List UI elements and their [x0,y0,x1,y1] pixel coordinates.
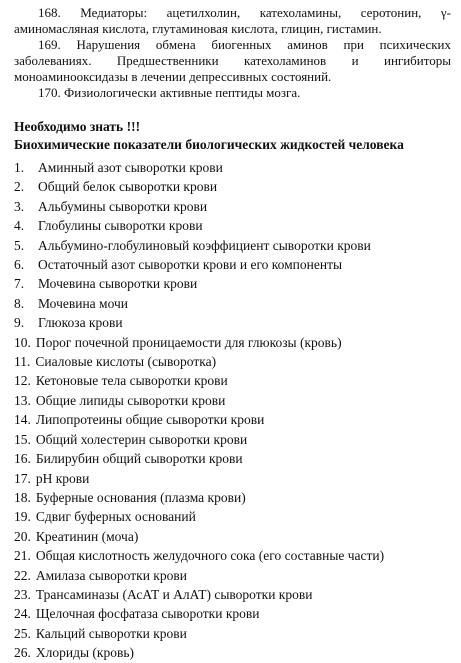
list-item-number: 11. [14,354,31,370]
list-item-number: 25. [14,625,31,641]
list-item-text: Липопротеины общие сыворотки крови [35,412,265,428]
list-item-text: Мочевина сыворотки крови [38,276,198,292]
list-item-number: 15. [14,431,31,447]
list-item-text: Общая кислотность желудочного сока (его составные части) [35,548,385,564]
list-item-number: 22. [14,567,31,583]
list-item [14,158,451,177]
list-item-number: 17. [14,470,31,486]
list-item-number: 13. [14,392,31,408]
list-item-number: 12. [14,373,31,389]
list-item-text: Билирубин общий сыворотки крови [35,451,243,467]
list-item-text: Креатинин (моча) [35,528,139,544]
list-item [14,313,451,332]
list-item [14,274,451,293]
list-item [14,546,451,565]
list-item-number: 26. [14,645,31,661]
list-item [14,410,451,429]
list-item-number: 21. [14,548,31,564]
list-item-text: Общий холестерин сыворотки крови [35,431,248,447]
list-item-number: 23. [14,586,31,602]
list-item-text: Общий белок сыворотки крови [38,179,218,195]
list-item [14,469,451,488]
list-item [14,449,451,468]
list-item [14,566,451,585]
list-item-text: Мочевина мочи [38,295,128,311]
indicator-list [14,158,451,663]
list-item-text: Трансаминазы (АсАТ и АлАТ) сыворотки крови [35,586,313,602]
list-item-number: 6. [14,257,25,273]
list-item-number: 16. [14,451,31,467]
list-item [14,294,451,313]
list-item [14,177,451,196]
list-item [14,371,451,390]
list-item-text: Глюкоза крови [38,315,123,331]
paragraph-169: 169. Нарушения обмена биогенных аминов при психических заболеваниях. Предшественники катехоламинов и ингибиторы моноаминооксидазы в лечении депрессивных состояний. [14,37,451,84]
list-item-text: Хлориды (кровь) [35,645,134,661]
list-item-text: Альбумино-глобулиновый коэффициент сыворотки крови [38,237,371,253]
list-item [14,197,451,216]
list-item [14,604,451,623]
list-item-text: Кетоновые тела сыворотки крови [35,373,228,389]
list-item-text: Порог почечной проницаемости для глюкозы (кровь) [35,334,342,350]
list-item-text: pH крови [35,470,90,486]
paragraph-170: 170. Физиологически активные пептиды мозга. [38,85,301,100]
list-item-number: 19. [14,509,31,525]
list-item-number: 1. [14,160,25,175]
list-item-text: Общие липиды сыворотки крови [35,392,226,408]
section-title: Биохимические показатели биологических жидкостей человека [14,137,404,152]
list-item [14,236,451,255]
list-item-text: Щелочная фосфатаза сыворотки крови [35,606,260,622]
list-item [14,333,451,352]
list-item-number: 14. [14,412,31,428]
list-item-text: Амилаза сыворотки крови [35,567,187,583]
list-item-text: Сдвиг буферных оснований [35,509,196,525]
list-item [14,527,451,546]
list-item [14,585,451,604]
list-item-number: 9. [14,315,25,331]
list-item [14,624,451,643]
spacer [14,101,451,118]
list-item-number: 20. [14,528,31,544]
list-item-text: Альбумины сыворотки крови [38,198,208,214]
list-item-text: Буферные основания (плазма крови) [35,489,246,505]
paragraph-168: 168. Медиаторы: ацетилхолин, катехоламины, серотонин, γ-аминомасляная кислота, глутаминовая кислота, глицин, гистамин. [14,5,451,36]
list-item-text: Кальций сыворотки крови [35,625,187,641]
list-item-number: 10. [14,334,31,350]
list-item-number: 3. [14,198,25,214]
list-item [14,488,451,507]
list-item [14,391,451,410]
list-item-number: 7. [14,276,25,292]
list-item [14,643,451,662]
list-item-text: Аминный азот сыворотки крови [38,160,223,175]
list-item [14,255,451,274]
list-item-number: 4. [14,218,25,234]
list-item [14,216,451,235]
list-item-number: 8. [14,295,25,311]
list-item [14,507,451,526]
list-item-text: Остаточный азот сыворотки крови и его компоненты [38,257,343,273]
list-item [14,352,451,371]
list-item-number: 24. [14,606,31,622]
list-item-text: Глобулины сыворотки крови [38,218,203,234]
list-item [14,430,451,449]
list-item-number: 18. [14,489,31,505]
list-item-number: 2. [14,179,25,195]
must-know-heading: Необходимо знать !!! [14,119,141,134]
list-item-text: Сиаловые кислоты (сыворотка) [35,354,217,370]
list-item-number: 5. [14,237,25,253]
